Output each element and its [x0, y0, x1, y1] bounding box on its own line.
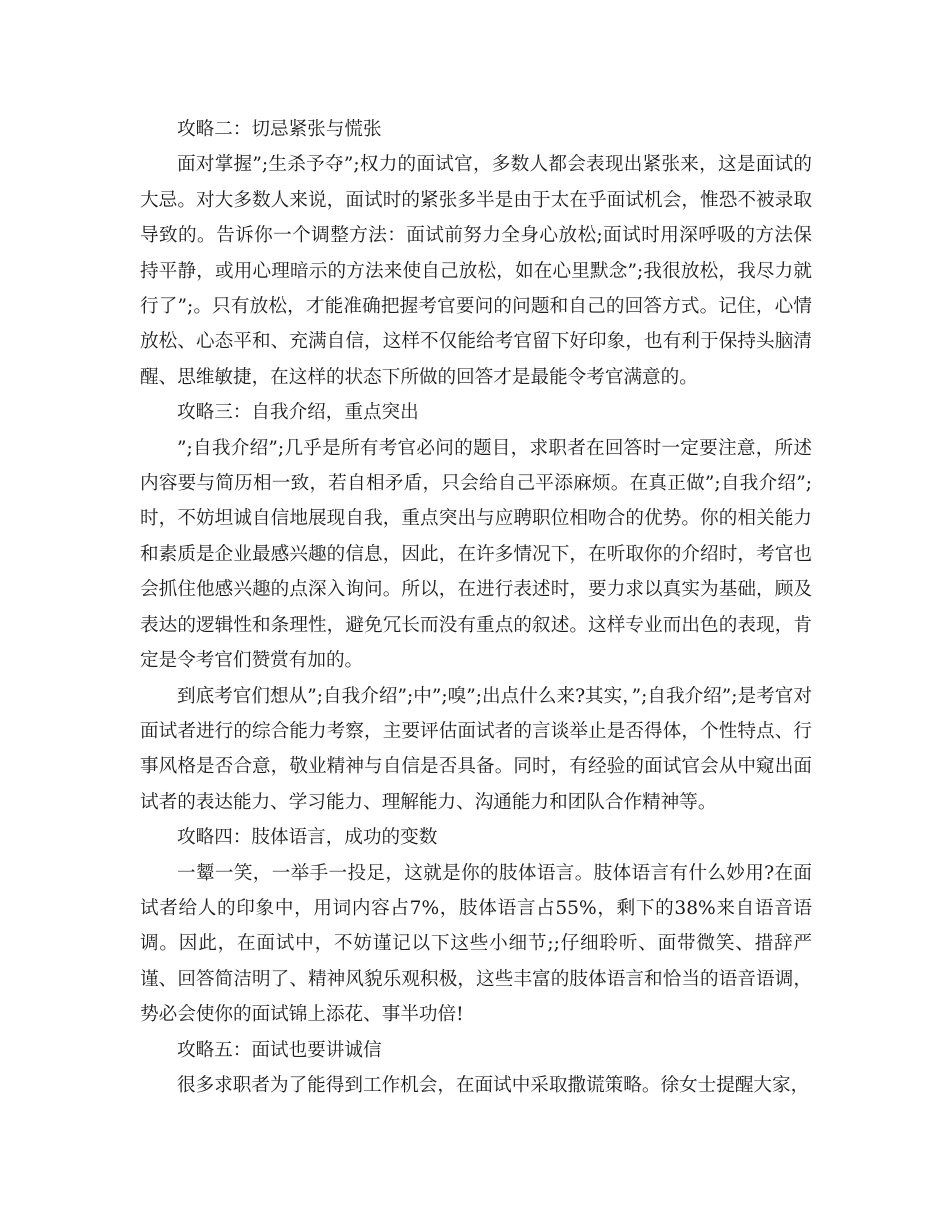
paragraph-body-language: 一颦一笑，一举手一投足，这就是你的肢体语言。肢体语言有什么妙用?在面试者给人的印象中，用词内容占7%，肢体语言占55%，剩下的38%来自语音语调。因此，在面试中，不妨谨记以下这些小细节;;仔细聆听、面带微笑、措辞严谨、回答简洁明了、精神风貌乐观积极，这些丰富的肢体语言和恰当的语音语调，势必会使你的面试锦上添花、事半功倍! [140, 862, 812, 1026]
heading-strategy-5: 攻略五：面试也要讲诚信 [177, 1039, 382, 1061]
paragraph-self-introduction: ”;自我介绍”;几乎是所有考官必问的题目，求职者在回答时一定要注意，所述内容要与简历相一致，若自相矛盾，只会给自己平添麻烦。在真正做”;自我介绍”;时，不妨坦诚自信地展现自我，重点突出与应聘职位相吻合的优势。你的相关能力和素质是企业最感兴趣的信息，因此，在许多情况下，在听取你的介绍时，考官也会抓住他感兴趣的点深入询问。所以，在进行表述时，要力求以真实为基础，顾及表达的逻辑性和条理性，避免冗长而没有重点的叙述。这样专业而出色的表现，肯定是令考官们赞赏有加的。 [140, 437, 812, 672]
heading-strategy-2: 攻略二：切忌紧张与慌张 [177, 119, 382, 140]
paragraph-examiner-purpose: 到底考官们想从”;自我介绍”;中”;嗅”;出点什么来?其实，”;自我介绍”;是考官对面试者进行的综合能力考察，主要评估面试者的言谈举止是否得体，个性特点、行事风格是否合意，敬业精神与自信是否具备。同时，有经验的面试官会从中窥出面试者的表达能力、学习能力、理解能力、沟通能力和团队合作精神等。 [140, 685, 812, 813]
heading-strategy-3: 攻略三：自我介绍，重点突出 [177, 402, 419, 424]
heading-strategy-4: 攻略四：肢体语言，成功的变数 [177, 827, 438, 849]
document-body [140, 112, 812, 1103]
paragraph-honesty: 很多求职者为了能得到工作机会，在面试中采取撒谎策略。徐女士提醒大家， [177, 1074, 810, 1096]
paragraph-nervousness: 面对掌握”;生杀予夺”;权力的面试官，多数人都会表现出紧张来，这是面试的大忌。对大多数人来说，面试时的紧张多半是由于太在乎面试机会，惟恐不被录取导致的。告诉你一个调整方法：面试前努力全身心放松;面试时用深呼吸的方法保持平静，或用心理暗示的方法来使自己放松，如在心里默念”;我很放松，我尽力就行了”;。只有放松，才能准确把握考官要问的问题和自己的回答方式。记住，心情放松、心态平和、充满自信，这样不仅能给考官留下好印象，也有利于保持头脑清醒、思维敏捷，在这样的状态下所做的回答才是最能令考官满意的。 [140, 154, 812, 388]
